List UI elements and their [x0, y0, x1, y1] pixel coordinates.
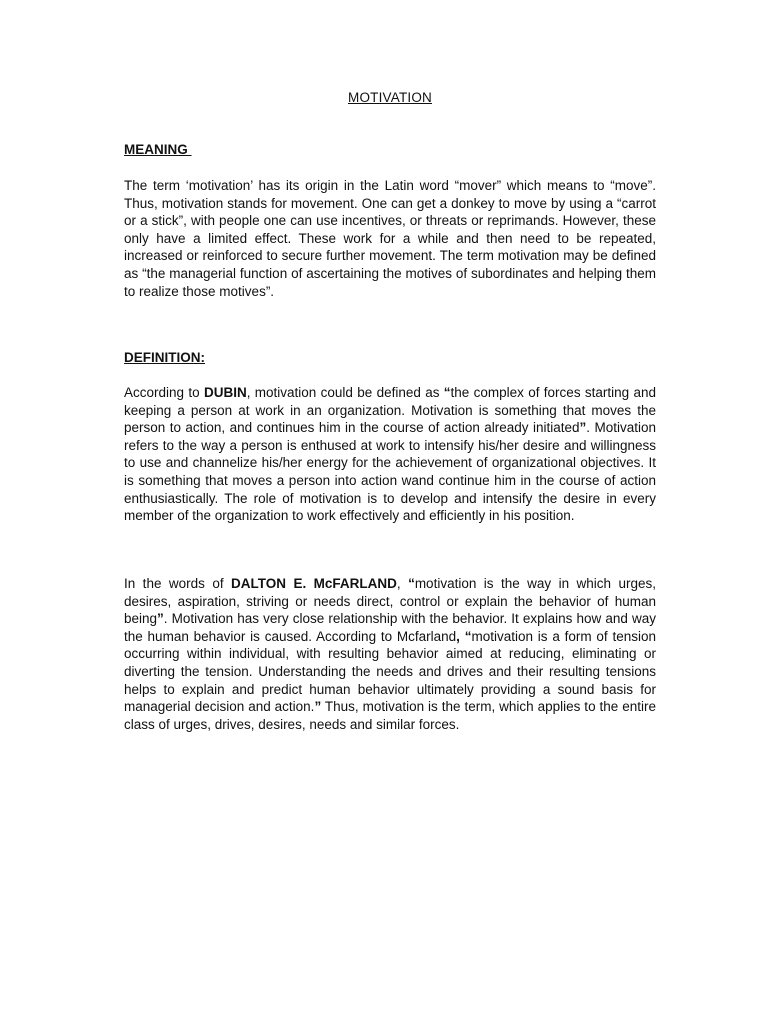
comma: , [456, 628, 460, 644]
text-span: In the words of [124, 576, 232, 591]
meaning-paragraph: The term ‘motivation’ has its origin in the Latin word “mover” which means to “move”. Thus, motivation stands for movement. One can get a donkey to move by using a “carrot or a stick”, with people one can use incentives, or threats or reprimands. However, these only have a limited effect. These work for a while and then need to be repeated, increased or reinforced to secure further movement. The term motivation may be defined as “the managerial function of ascertaining the motives of subordinates and helping them to realize those motives”. [124, 178, 656, 299]
text-span: . Motivation has very close relationship with the behavior. It explains how and way the human behavior is caused. According to Mcfarland [124, 611, 656, 644]
mcfarland-quote-2: motivation is a form of tension occurring within individual, with resulting behavior aimed at reducing, eliminating or diverting the tension. Understanding the needs and drives and their resulting tensions helps to explain and predict human behavior ultimately providing a sound basis for managerial decision and action. [124, 628, 656, 715]
mcfarland-quote-1: motivation is the way in which urges, desires, aspiration, striving or needs direct, control or explain the behavior of human being [124, 576, 656, 627]
quote-open: “ [464, 628, 472, 644]
definition-heading: DEFINITION: [124, 350, 205, 365]
quote-close: ” [314, 699, 322, 715]
text-span: , motivation could be defined as [246, 385, 444, 400]
quote-close: ” [579, 420, 587, 436]
quote-close: ” [157, 611, 164, 627]
quote-open: “ [408, 576, 415, 591]
dubin-definition-paragraph [124, 384, 656, 525]
mcfarland-definition-paragraph [124, 575, 656, 733]
meaning-heading: MEANING [124, 142, 192, 157]
author-dubin: DUBIN [203, 385, 247, 400]
text-span: According to [124, 385, 204, 400]
text-span: , [396, 576, 409, 591]
document-title: MOTIVATION [348, 90, 432, 105]
text-span: . Motivation refers to the way a person is enthused at work to intensify his/her desire and willingness to use and channelize his/her energy for the achievement of organizational objectives. It is something that moves a person into action wand continue him in the course of action enthusiastically. The role of motivation is to develop and intensify the desire in every member of the organization to work effectively and efficiently in his position. [124, 420, 656, 524]
text-span: Thus, motivation is the term, which applies to the entire class of urges, drives, desires, needs and similar forces. [124, 699, 656, 732]
dubin-quote: the complex of forces starting and keeping a person at work in an organization. Motivation is something that moves the person to action, and continues him in the course of action already initiated [124, 385, 657, 436]
author-mcfarland: DALTON E. McFARLAND [231, 576, 397, 591]
quote-open: “ [443, 385, 451, 400]
